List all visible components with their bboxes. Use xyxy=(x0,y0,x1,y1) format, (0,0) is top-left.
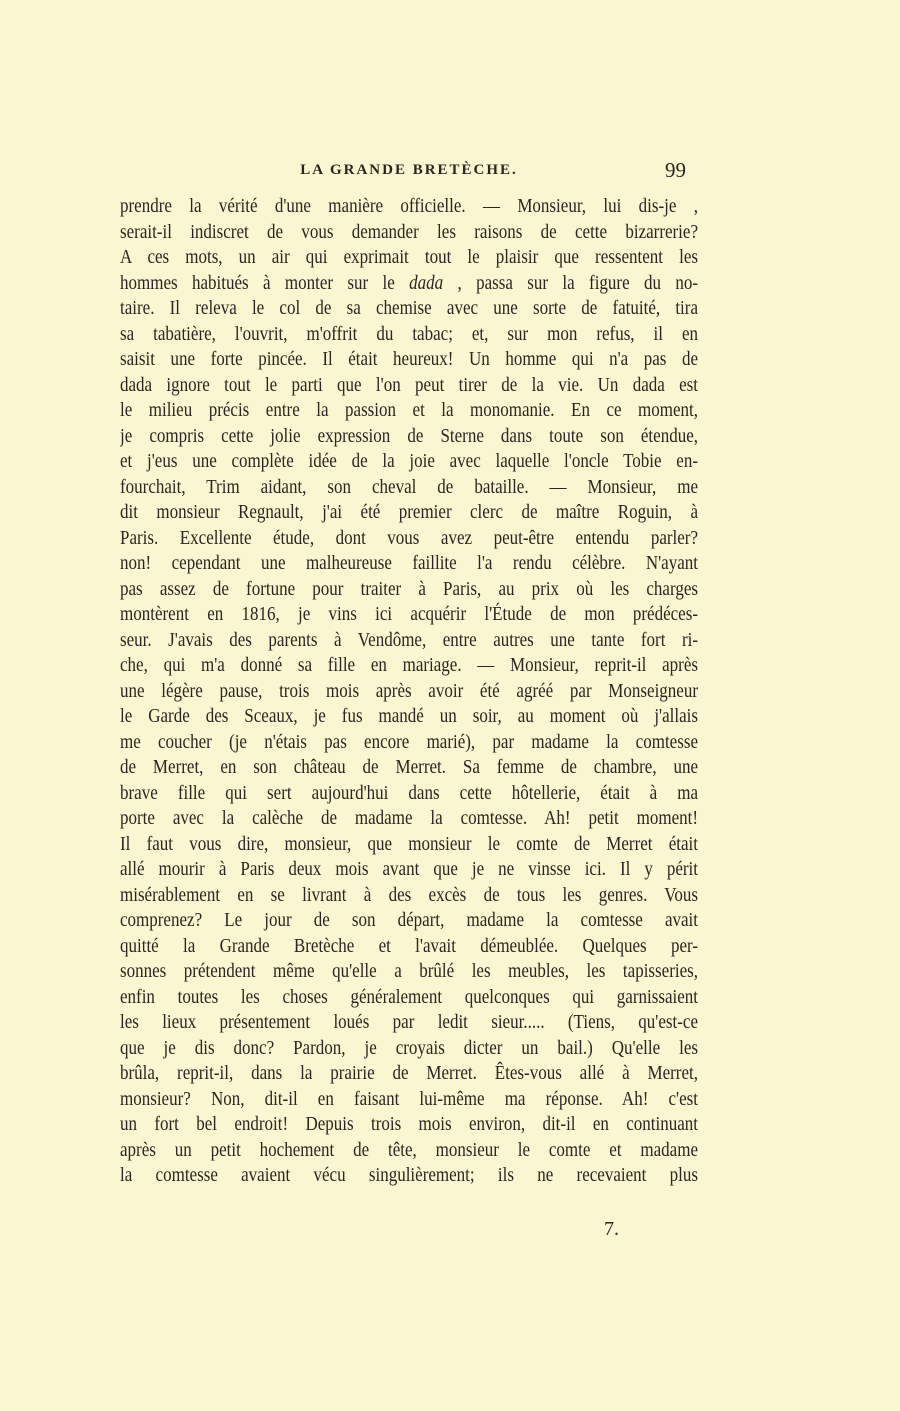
text-line: prendre la vérité d'une manière officielle. — Monsieur, lui dis-je , xyxy=(120,195,698,217)
text-line: A ces mots, un air qui exprimait tout le plaisir que ressentent les xyxy=(120,246,698,268)
text-line: comprenez? Le jour de son départ, madame la comtesse avait xyxy=(120,909,698,931)
text-line: montèrent en 1816, je vins ici acquérir l'Étude de mon prédéces- xyxy=(120,603,698,625)
text-line: les lieux présentement loués par ledit sieur..... (Tiens, qu'est-ce xyxy=(120,1011,698,1033)
text-line: allé mourir à Paris deux mois avant que je ne vinsse ici. Il y périt xyxy=(120,858,698,880)
page-header xyxy=(120,158,698,184)
text-line: Il faut vous dire, monsieur, que monsieur le comte de Merret était xyxy=(120,832,698,855)
italic-word: dada xyxy=(409,271,444,294)
text-line: seur. J'avais des parents à Vendôme, entre autres une tante fort ri- xyxy=(120,628,698,651)
text-line: la comtesse avaient vécu singulièrement; ils ne recevaient plus xyxy=(120,1164,698,1186)
page-number: 99 xyxy=(665,158,686,182)
text-line: brave fille qui sert aujourd'hui dans cette hôtellerie, était à ma xyxy=(120,781,698,804)
text-line: je compris cette jolie expression de Sterne dans toute son étendue, xyxy=(120,424,698,447)
text-line: monsieur? Non, dit-il en faisant lui-même ma réponse. Ah! c'est xyxy=(120,1087,698,1110)
text-line: sonnes prétendent même qu'elle a brûlé les meubles, les tapisseries, xyxy=(120,960,698,982)
body-text xyxy=(120,194,698,1189)
text-line: que je dis donc? Pardon, je croyais dicter un bail.) Qu'elle les xyxy=(120,1036,698,1059)
text-line: brûla, reprit-il, dans la prairie de Merret. Êtes-vous allé à Merret, xyxy=(120,1062,698,1084)
text-segment: , passa sur la figure du no- xyxy=(443,271,698,294)
text-line: quitté la Grande Bretèche et l'avait démeublée. Quelques per- xyxy=(120,934,698,957)
text-line: dit monsieur Regnault, j'ai été premier clerc de maître Roguin, à xyxy=(120,501,698,523)
text-line: dada ignore tout le parti que l'on peut tirer de la vie. Un dada est xyxy=(120,373,698,396)
running-title: LA GRANDE BRETÈCHE. xyxy=(300,162,518,178)
text-line: serait-il indiscret de vous demander les raisons de cette bizarrerie? xyxy=(120,220,698,243)
text-line: sa tabatière, l'ouvrit, m'offrit du tabac; et, sur mon refus, il en xyxy=(120,322,698,345)
text-line: le milieu précis entre la passion et la monomanie. En ce moment, xyxy=(120,399,698,421)
text-line: enfin toutes les choses généralement quelconques qui garnissaient xyxy=(120,985,698,1008)
text-line xyxy=(120,271,698,297)
text-line: de Merret, en son château de Merret. Sa femme de chambre, une xyxy=(120,756,698,778)
signature-mark: 7. xyxy=(604,1218,619,1240)
text-line: me coucher (je n'étais pas encore marié), par madame la comtesse xyxy=(120,730,698,753)
text-line: une légère pause, trois mois après avoir été agréé par Monseigneur xyxy=(120,679,698,702)
text-line: misérablement en se livrant à des excès de tous les genres. Vous xyxy=(120,883,698,906)
text-line: che, qui m'a donné sa fille en mariage. — Monsieur, reprit-il après xyxy=(120,654,698,676)
text-line: le Garde des Sceaux, je fus mandé un soir, au moment où j'allais xyxy=(120,705,698,727)
text-segment: hommes habitués à monter sur le xyxy=(120,271,410,294)
text-line: pas assez de fortune pour traiter à Paris, au prix où les charges xyxy=(120,577,698,600)
text-line: non! cependant une malheureuse faillite l'a rendu célèbre. N'ayant xyxy=(120,552,698,574)
text-line: porte avec la calèche de madame la comtesse. Ah! petit moment! xyxy=(120,807,698,829)
text-line: taire. Il releva le col de sa chemise avec une sorte de fatuité, tira xyxy=(120,297,698,319)
text-line: fourchait, Trim aidant, son cheval de bataille. — Monsieur, me xyxy=(120,475,698,498)
text-line: après un petit hochement de tête, monsieur le comte et madame xyxy=(120,1138,698,1161)
text-line: un fort bel endroit! Depuis trois mois environ, dit-il en continuant xyxy=(120,1113,698,1135)
text-line: saisit une forte pincée. Il était heureux! Un homme qui n'a pas de xyxy=(120,348,698,370)
text-line: Paris. Excellente étude, dont vous avez peut-être entendu parler? xyxy=(120,526,698,549)
text-line: et j'eus une complète idée de la joie avec laquelle l'oncle Tobie en- xyxy=(120,450,698,472)
